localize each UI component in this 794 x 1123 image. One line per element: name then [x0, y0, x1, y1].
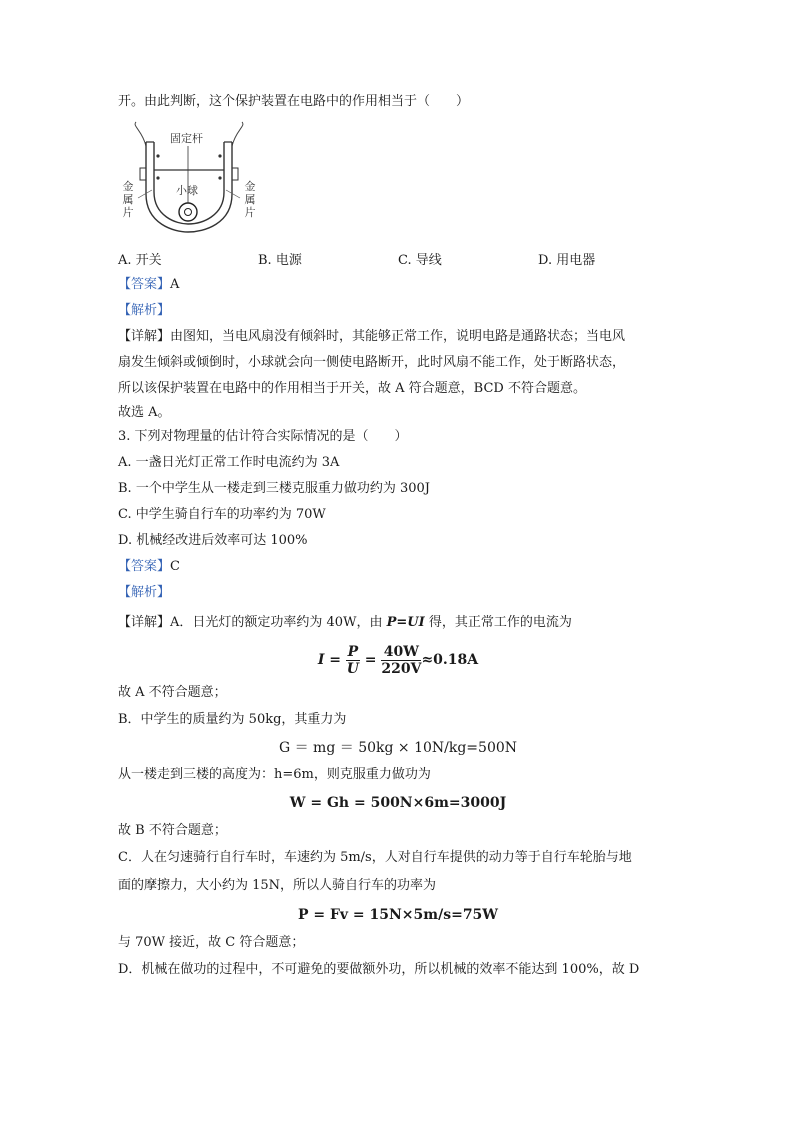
q3-d-line: D．机械在做功的过程中，不可避免的要做额外功，所以机械的效率不能达到 100%，故 D	[118, 962, 640, 977]
q3-option-c: C. 中学生骑自行车的功率约为 70W	[118, 507, 326, 522]
q2-answer: 【答案】A	[118, 277, 180, 292]
q2-analysis-tag: 【解析】	[118, 303, 171, 318]
q2-option-c: C. 导线	[398, 252, 442, 268]
q2-options	[118, 244, 678, 272]
q3-b-line: B．中学生的质量约为 50kg，其重力为	[118, 712, 347, 727]
q3-detail-a-line: 【详解】A．日光灯的额定功率约为 40W，由 P=UI 得，其正常工作的电流为	[118, 615, 572, 630]
document-page	[118, 92, 678, 984]
q3-b-conclusion: 故 B 不符合题意；	[118, 823, 227, 838]
left-metal-plate-label: 金属片	[122, 180, 134, 219]
q2-detail-line-2: 扇发生倾斜或倾倒时，小球就会向一侧使电路断开，此时风扇不能工作，处于断路状态，	[118, 355, 626, 370]
q3-c-line-2: 面的摩擦力，大小约为 15N，所以人骑自行车的功率为	[118, 878, 437, 893]
ball-label: 小球	[176, 184, 198, 197]
q2-option-a: A. 开关	[118, 252, 162, 268]
q3-option-b: B. 一个中学生从一楼走到三楼克服重力做功约为 300J	[118, 481, 430, 496]
q2-option-d: D. 用电器	[538, 252, 596, 268]
q3-option-a: A. 一盏日光灯正常工作时电流约为 3A	[118, 455, 340, 470]
q2-detail-line-1: 【详解】由图知，当电风扇没有倾斜时，其能够正常工作，说明电路是通路状态；当电风	[118, 329, 626, 344]
q2-option-b: B. 电源	[258, 252, 302, 268]
q3-answer: 【答案】C	[118, 559, 180, 574]
q3-b-height-line: 从一楼走到三楼的高度为：h=6m，则克服重力做功为	[118, 767, 431, 782]
answer-tag: 【答案】	[118, 277, 171, 292]
q3-option-d: D. 机械经改进后效率可达 100%	[118, 533, 308, 548]
equation-work: W = Gh = 500N×6m=3000J	[289, 795, 507, 811]
protection-device-figure	[124, 116, 254, 238]
q3-stem: 3. 下列对物理量的估计符合实际情况的是（ ）	[118, 429, 408, 444]
q3-analysis-tag: 【解析】	[118, 585, 171, 600]
inline-formula-pui: P=UI	[386, 615, 425, 630]
fixed-rod-label: 固定杆	[170, 132, 203, 145]
equation-power: P = Fv = 15N×5m/s=75W	[297, 907, 499, 923]
right-metal-plate-label: 金属片	[244, 180, 256, 219]
q3-c-line-1: C．人在匀速骑行自行车时，车速约为 5m/s，人对自行车提供的动力等于自行车轮胎与地	[118, 850, 632, 865]
q2-stem-tail: 开。由此判断，这个保护装置在电路中的作用相当于（ ）	[118, 94, 470, 109]
q3-c-conclusion: 与 70W 接近，故 C 符合题意；	[118, 935, 305, 950]
q2-conclusion: 故选 A。	[118, 405, 171, 420]
q3-a-conclusion: 故 A 不符合题意；	[118, 685, 227, 700]
equation-current: I = P U = 40W 220V ≈0.18A	[317, 643, 479, 677]
equation-gravity: G ＝ mg ＝ 50kg × 10N/kg=500N	[278, 740, 518, 756]
q2-detail-line-3: 所以该保护装置在电路中的作用相当于开关，故 A 符合题意，BCD 不符合题意。	[118, 381, 586, 396]
